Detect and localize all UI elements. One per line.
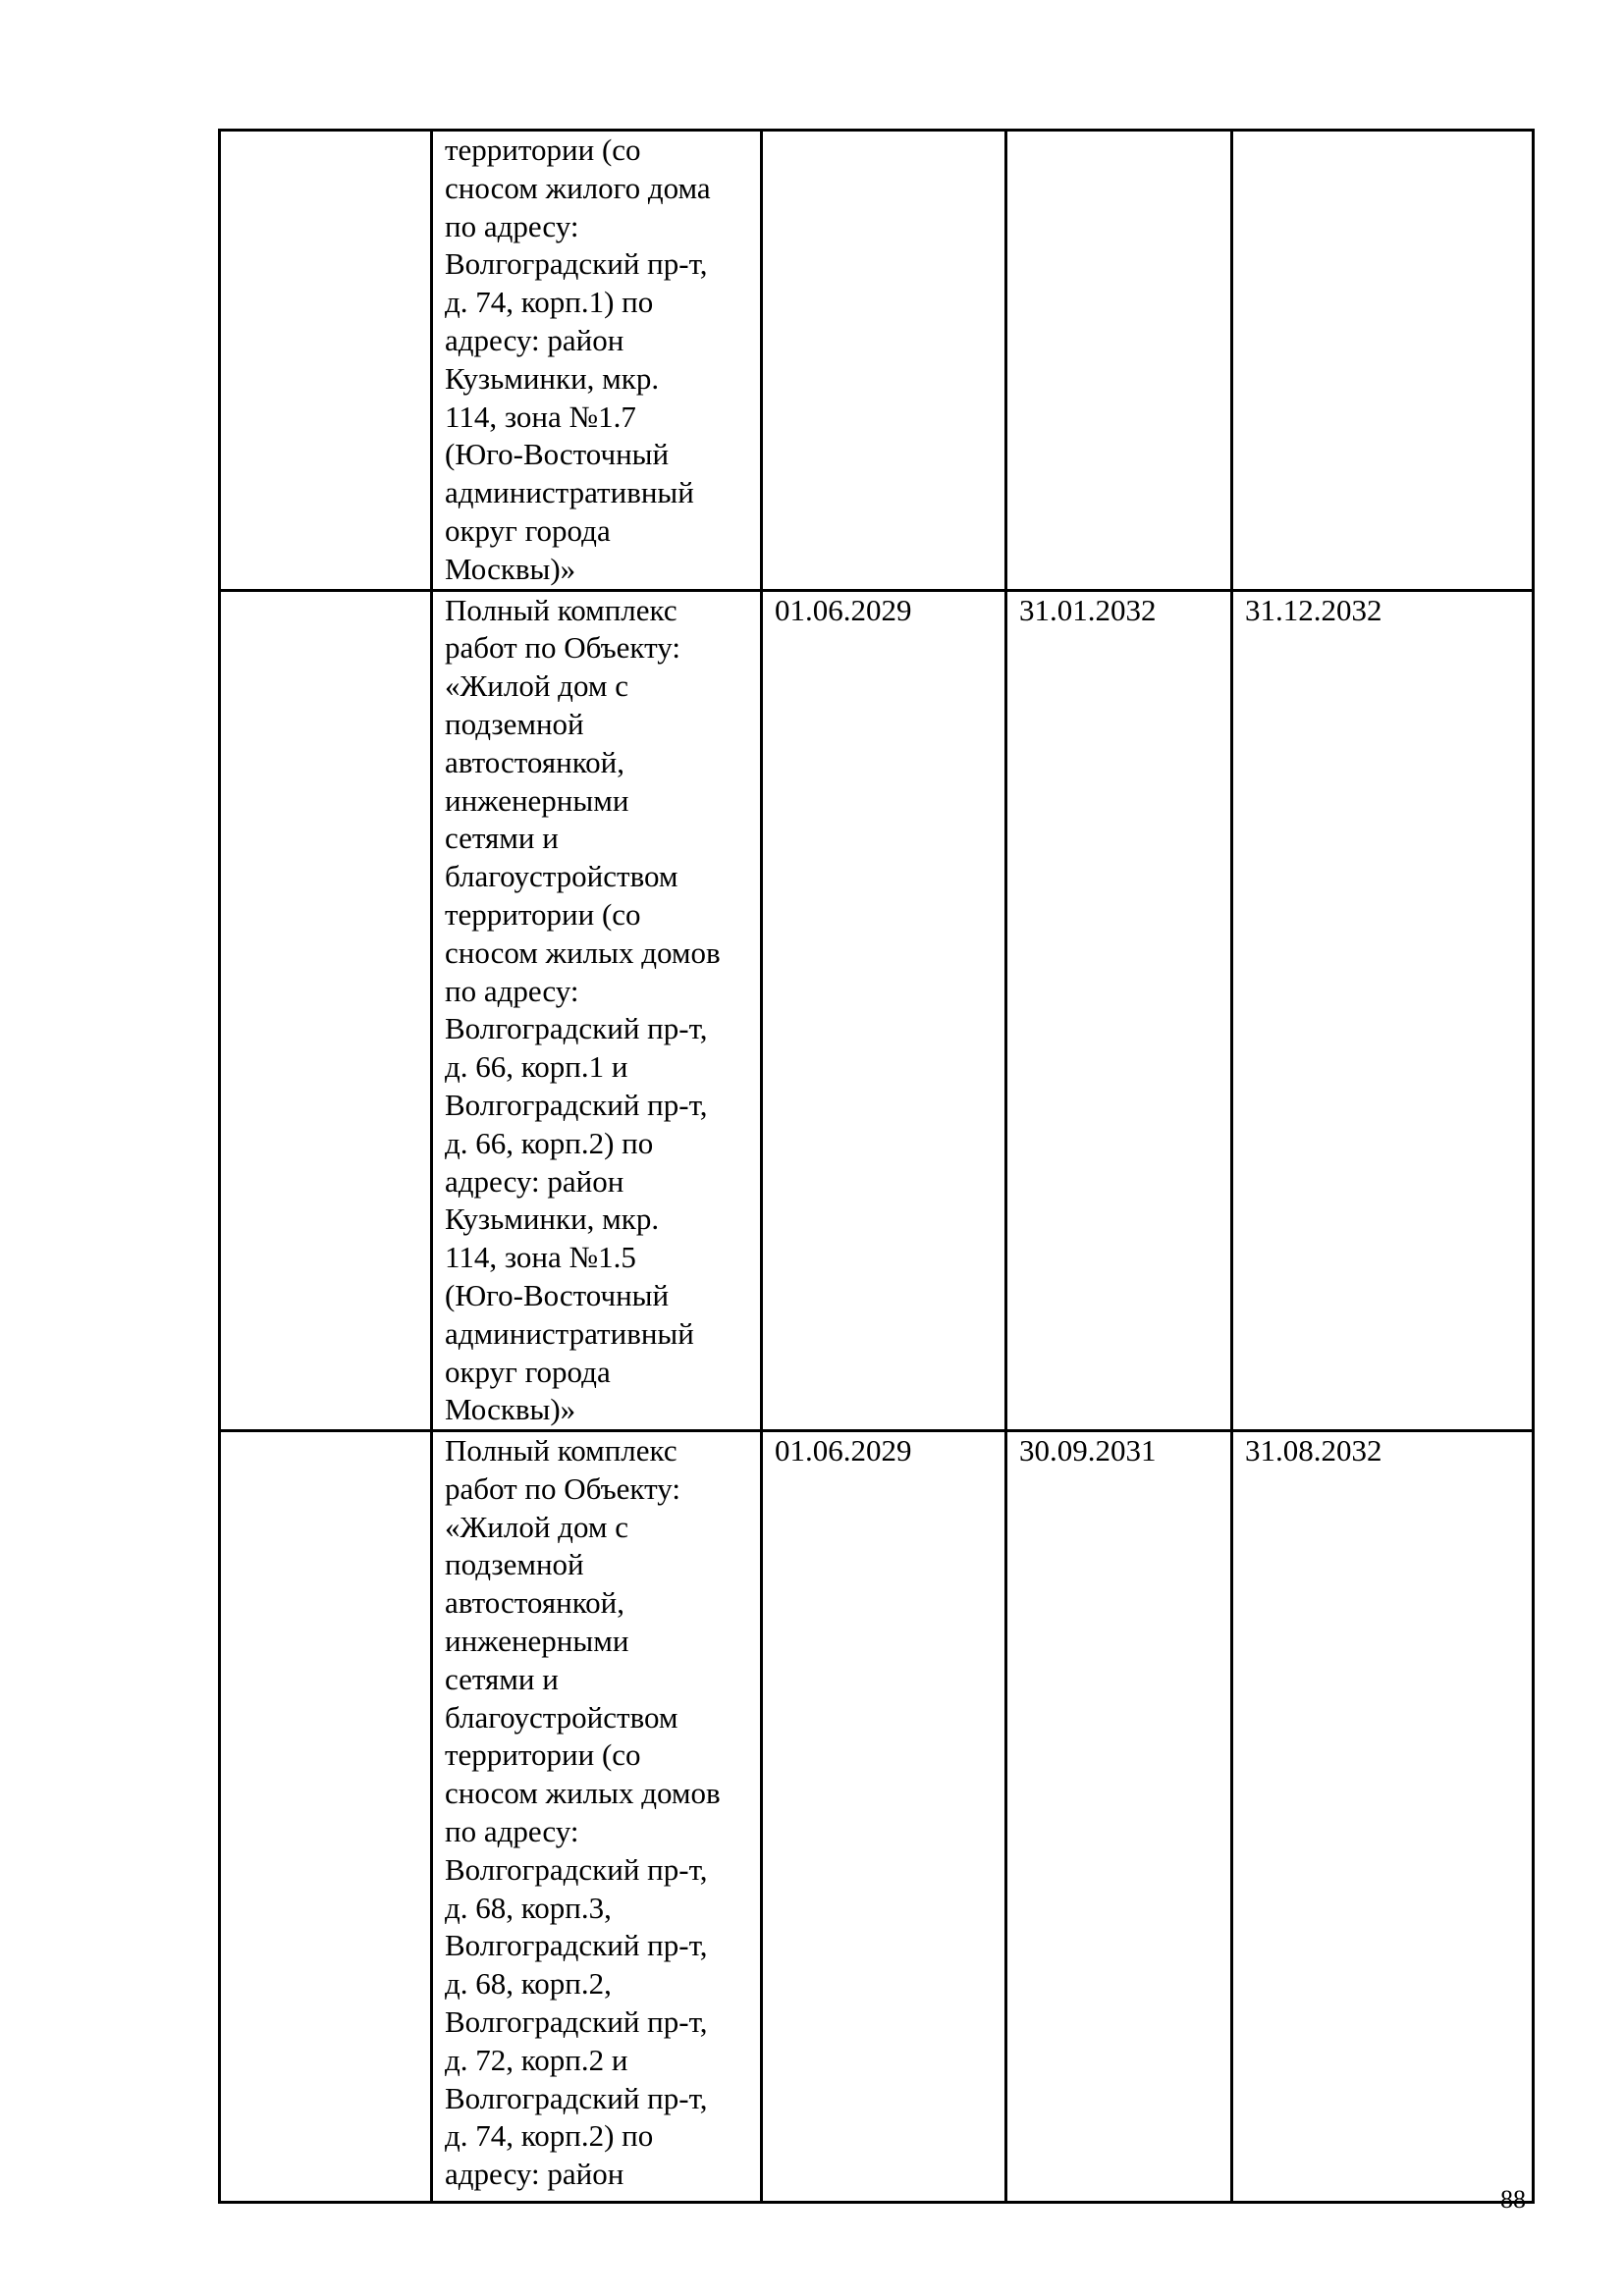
table-row (220, 131, 1534, 591)
commissioning-date-cell: 31.12.2032 (1232, 590, 1534, 1431)
description-line: (Юго-Восточный (445, 1277, 670, 1312)
description-cell (432, 1431, 762, 2203)
description-line: (Юго-Восточный (445, 437, 670, 472)
description-line: Полный комплекс (445, 592, 677, 627)
description-line: «Жилой дом с (445, 1509, 628, 1544)
description-line: подземной (445, 706, 584, 741)
description-line: подземной (445, 1547, 584, 1582)
description-line: д. 66, корп.1 и (445, 1049, 628, 1085)
description-line: по адресу: (445, 1814, 579, 1849)
description-line: Волгоградский пр-т, (445, 1928, 708, 1963)
description-line: д. 68, корп.3, (445, 1890, 612, 1925)
description-line: Москвы)» (445, 1392, 576, 1427)
description-line: Волгоградский пр-т, (445, 1087, 708, 1122)
row-index-cell (220, 590, 432, 1431)
completion-date-cell (1006, 131, 1232, 591)
description-line: сетями и (445, 1661, 559, 1696)
description-line: автостоянкой, (445, 1585, 625, 1621)
commissioning-date-cell: 31.08.2032 (1232, 1431, 1534, 2203)
description-line: Кузьминки, мкр. (445, 1201, 660, 1237)
description-line: д. 72, корп.2 и (445, 2042, 628, 2077)
description-line: инженерными (445, 1624, 629, 1659)
description-line: по адресу: (445, 973, 579, 1008)
description-line: округ города (445, 1354, 611, 1389)
description-cell (432, 131, 762, 591)
description-line: территории (со (445, 1737, 641, 1773)
description-line: д. 74, корп.1) по (445, 285, 654, 320)
description-line: д. 68, корп.2, (445, 1966, 612, 2002)
description-line: административный (445, 475, 694, 510)
completion-date-cell: 31.01.2032 (1006, 590, 1232, 1431)
description-line: благоустройством (445, 859, 678, 894)
description-line: 114, зона №1.5 (445, 1240, 636, 1275)
schedule-table (218, 129, 1535, 2204)
description-line: Волгоградский пр-т, (445, 246, 708, 282)
row-index-cell (220, 1431, 432, 2203)
start-date-cell: 01.06.2029 (762, 590, 1006, 1431)
description-line: административный (445, 1315, 694, 1351)
description-line: инженерными (445, 782, 629, 818)
description-line: сетями и (445, 821, 559, 856)
description-line: автостоянкой, (445, 744, 625, 779)
description-line: Волгоградский пр-т, (445, 2080, 708, 2115)
description-line: Москвы)» (445, 551, 576, 586)
description-line: Кузьминки, мкр. (445, 360, 660, 396)
table-row (220, 1431, 1534, 2203)
description-line: адресу: район (445, 2157, 624, 2192)
description-cell (432, 590, 762, 1431)
description-line: 114, зона №1.7 (445, 399, 636, 434)
description-line: работ по Объекту: (445, 1470, 680, 1506)
commissioning-date-cell (1232, 131, 1534, 591)
description-line: д. 74, корп.2) по (445, 2118, 654, 2154)
description-line: адресу: район (445, 1163, 624, 1199)
page-number: 88 (1500, 2185, 1526, 2214)
description-line: Волгоградский пр-т, (445, 1011, 708, 1046)
row-index-cell (220, 131, 432, 591)
description-line: благоустройством (445, 1699, 678, 1735)
description-line: «Жилой дом с (445, 668, 628, 704)
description-line: территории (со (445, 896, 641, 932)
completion-date-cell: 30.09.2031 (1006, 1431, 1232, 2203)
description-line: сносом жилых домов (445, 1776, 721, 1811)
start-date-cell: 01.06.2029 (762, 1431, 1006, 2203)
description-line: по адресу: (445, 208, 579, 243)
description-line: Волгоградский пр-т, (445, 2004, 708, 2040)
description-line: д. 66, корп.2) по (445, 1125, 654, 1160)
table-row (220, 590, 1534, 1431)
description-line: сносом жилого дома (445, 170, 711, 205)
table-body (220, 131, 1534, 2203)
description-line: территории (со (445, 133, 641, 167)
description-line: сносом жилых домов (445, 934, 721, 970)
description-line: Волгоградский пр-т, (445, 1851, 708, 1887)
description-line: Полный комплекс (445, 1433, 677, 1468)
description-line: округ города (445, 512, 611, 548)
description-line: адресу: район (445, 322, 624, 357)
description-line: работ по Объекту: (445, 630, 680, 666)
start-date-cell (762, 131, 1006, 591)
